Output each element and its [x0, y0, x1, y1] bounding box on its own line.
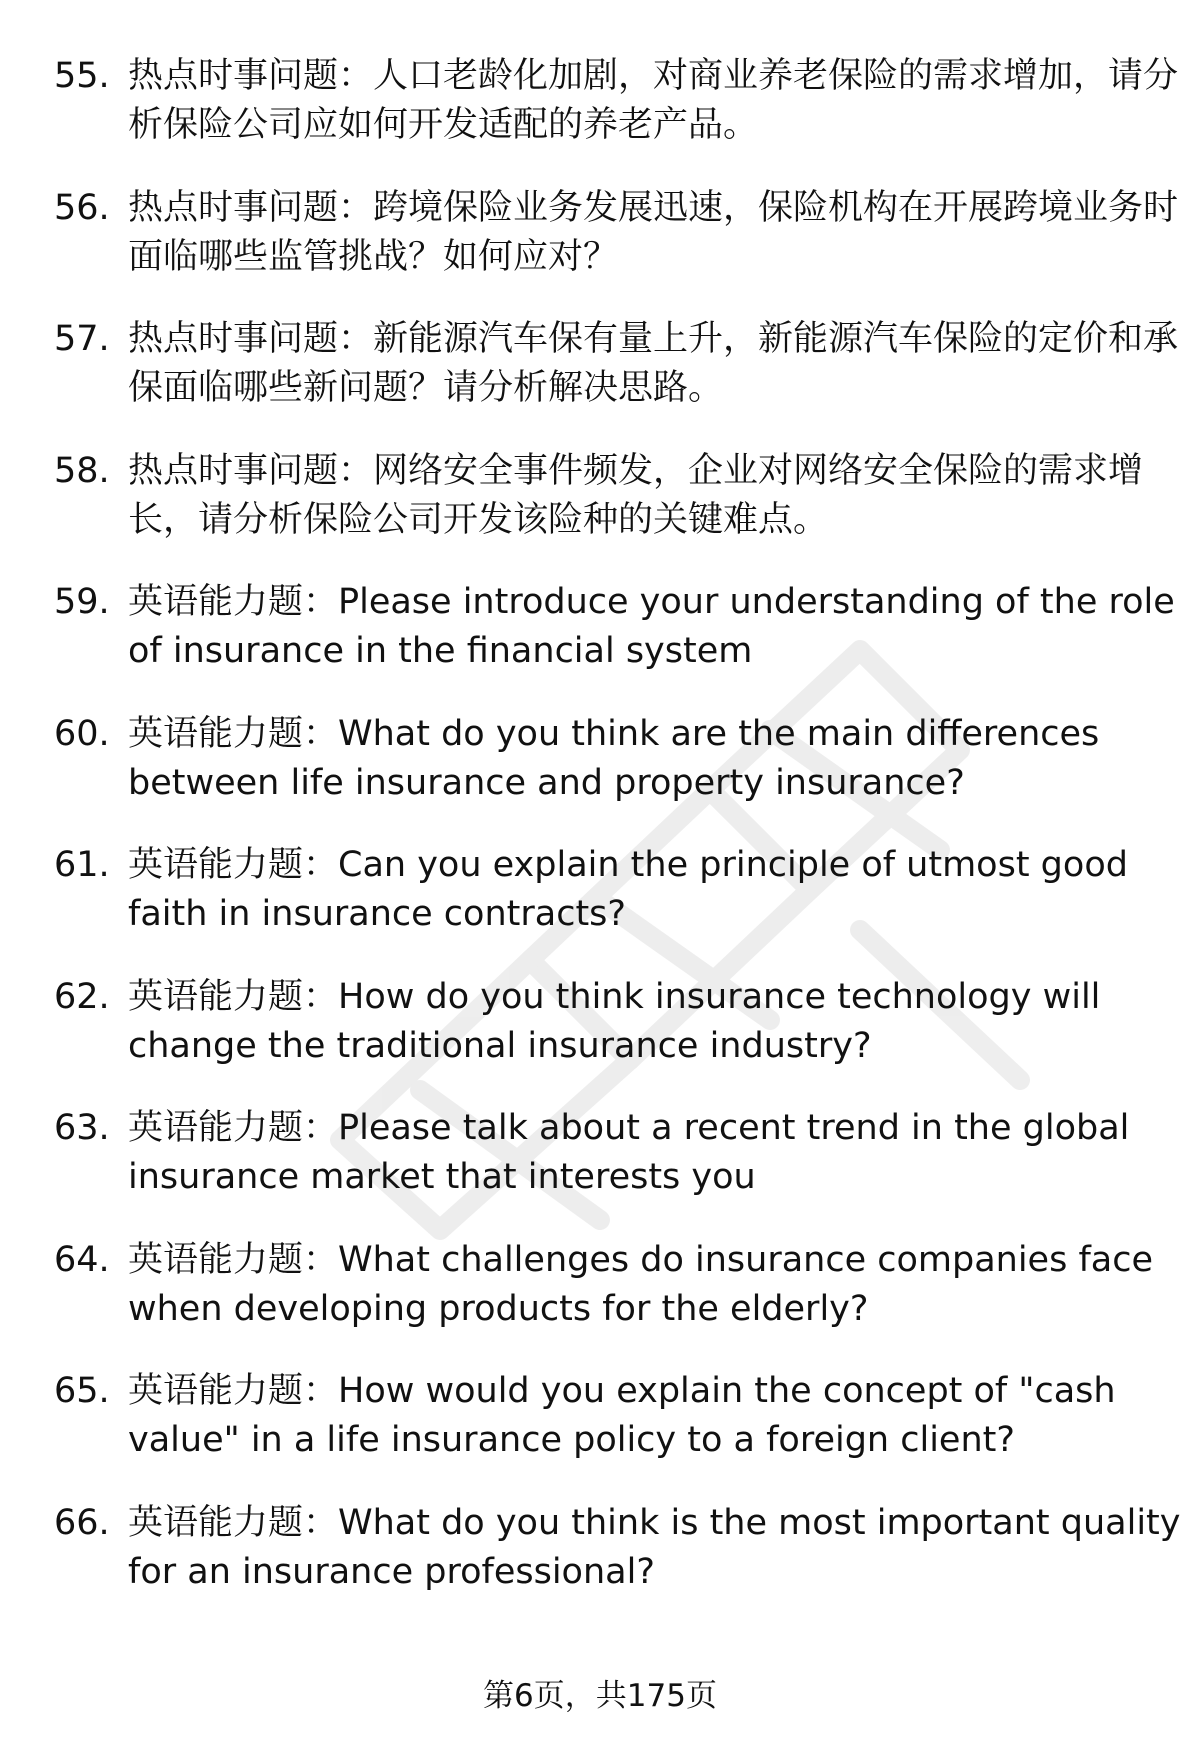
list-item: [54, 578, 1175, 710]
question-text: 热点时事问题：新能源汽车保有量上升，新能源汽车保险的定价和承保面临哪些新问题？请分析解决思路。: [128, 319, 1179, 408]
question-number: 64.: [54, 1239, 110, 1280]
question-number: 62.: [54, 976, 110, 1017]
question-text: 热点时事问题：跨境保险业务发展迅速，保险机构在开展跨境业务时面临哪些监管挑战？如何应对？: [128, 187, 1179, 277]
question-text: 英语能力题：Please talk about a recent trend in the global insurance market that interests you: [128, 1108, 1130, 1197]
list-item: [54, 1367, 1154, 1499]
question-number: 63.: [54, 1108, 110, 1148]
list-item: [54, 710, 1154, 842]
list-item: [54, 52, 1179, 184]
question-text: 英语能力题：How would you explain the concept of "cash value" in a life insurance policy to a foreign client?: [128, 1371, 1116, 1460]
question-text: 热点时事问题：人口老龄化加剧，对商业养老保险的需求增加，请分析保险公司应如何开发适配的养老产品。: [128, 56, 1179, 145]
list-item: [54, 184, 1179, 316]
question-number: 58.: [54, 450, 110, 491]
list-item: [54, 1104, 1154, 1236]
list-item: [54, 1236, 1154, 1368]
list-item: [54, 973, 1154, 1105]
question-number: 65.: [54, 1371, 110, 1411]
page-number: 第6页，共175页: [483, 1678, 717, 1714]
question-number: 56.: [54, 187, 110, 228]
question-text: 热点时事问题：网络安全事件频发，企业对网络安全保险的需求增长，请分析保险公司开发该险种的关键难点。: [128, 450, 1144, 540]
question-number: 57.: [54, 319, 110, 359]
question-text: 英语能力题：Please introduce your understanding of the role of insurance in the financial system: [128, 582, 1175, 671]
question-number: 66.: [54, 1502, 110, 1543]
list-item: [54, 1499, 1181, 1631]
list-item: [54, 315, 1179, 447]
question-number: 61.: [54, 845, 110, 885]
question-text: 英语能力题：Can you explain the principle of utmost good faith in insurance contracts?: [128, 845, 1128, 934]
list-item: [54, 841, 1154, 973]
question-text: 英语能力题：How do you think insurance technology will change the traditional insurance industry?: [128, 976, 1101, 1066]
question-number: 55.: [54, 56, 110, 96]
question-number: 59.: [54, 582, 110, 622]
question-number: 60.: [54, 713, 110, 754]
question-list: [54, 52, 1181, 1630]
question-text: 英语能力题：What do you think is the most important quality for an insurance professional?: [128, 1502, 1181, 1592]
question-text: 英语能力题：What do you think are the main differences between life insurance and property insurance?: [128, 713, 1100, 803]
list-item: [54, 447, 1154, 579]
question-text: 英语能力题：What challenges do insurance companies face when developing products for the elderly?: [128, 1239, 1153, 1329]
